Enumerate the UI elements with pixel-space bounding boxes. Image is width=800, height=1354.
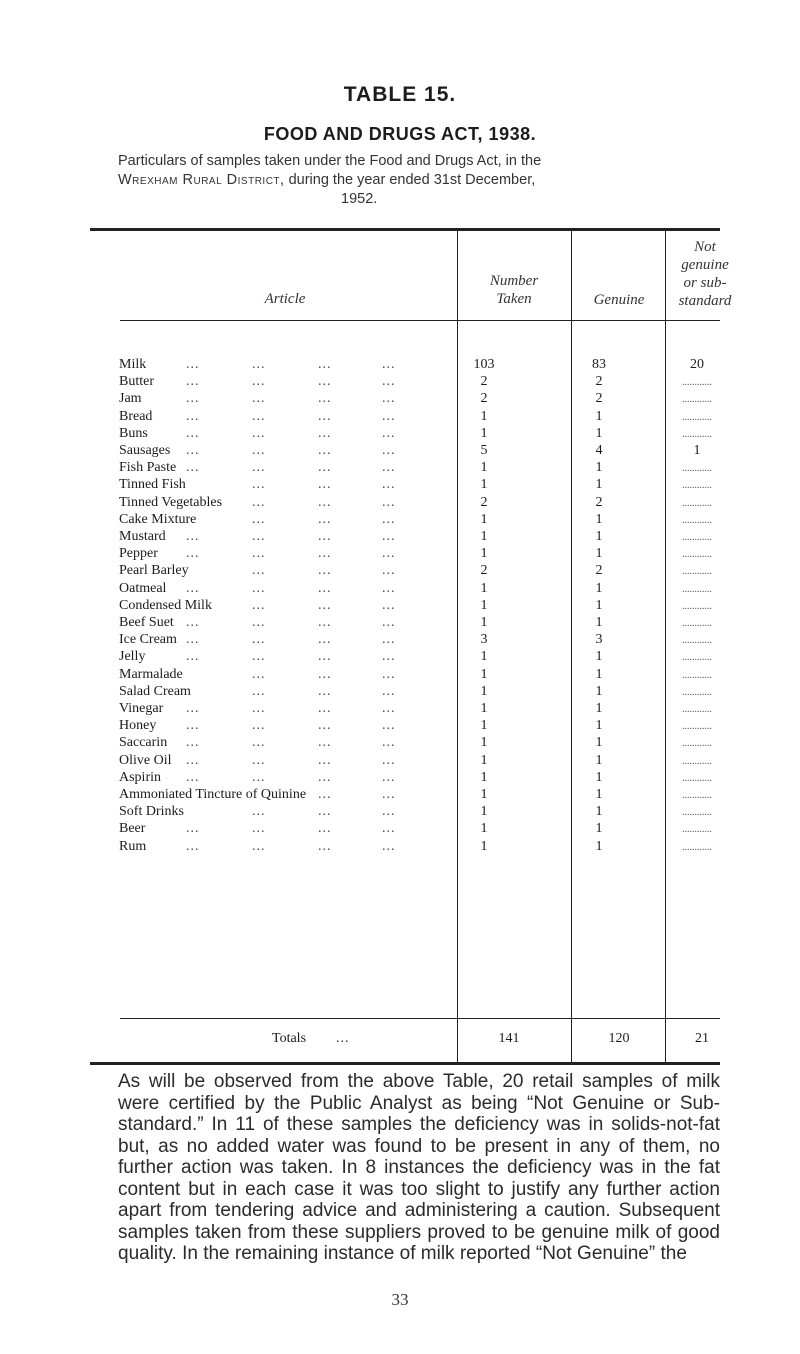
number-taken-cell: 1	[480, 425, 488, 441]
table-row: Olive Oil 1 1 ............ ... ... ... ...	[119, 752, 719, 769]
header-article: Article	[264, 291, 306, 307]
genuine-cell: 1	[595, 769, 603, 785]
not-genuine-cell: 20	[690, 357, 704, 372]
not-genuine-cell: ............	[682, 704, 712, 715]
table-caption	[118, 152, 718, 209]
not-genuine-cell: ............	[682, 652, 712, 664]
table-row: Aspirin 1 1 ............ ... ... ... ...	[119, 769, 719, 786]
number-taken-cell: 3	[480, 632, 488, 648]
table-row: Mustard 1 1 ............ ... ... ... ...	[119, 528, 719, 545]
not-genuine-cell: ............	[682, 583, 712, 595]
not-genuine-cell: ............	[682, 755, 712, 767]
article-name: Tinned Vegetables	[119, 494, 223, 510]
genuine-cell: 1	[595, 718, 603, 734]
table-row: Tinned Vegetables 2 2 ............ ... ... ...	[119, 494, 719, 511]
header-not-genuine: Not genuine or sub- standard	[678, 239, 732, 309]
genuine-cell: 1	[595, 511, 603, 527]
genuine-cell: 1	[595, 838, 603, 854]
totals-leader: ...	[336, 1031, 350, 1046]
not-genuine-cell: ............	[682, 790, 712, 801]
genuine-cell: 1	[595, 546, 603, 562]
not-genuine-cell: ............	[682, 721, 712, 733]
totals-genuine: 120	[608, 1031, 630, 1046]
number-taken-cell: 1	[480, 649, 488, 665]
number-taken-cell: 1	[480, 666, 488, 682]
header-number-taken: Number Taken	[489, 273, 539, 307]
table-row: Sausages 5 4 1 ... ... ... ...	[119, 442, 719, 459]
table-row: Buns 1 1 ............ ... ... ... ...	[119, 425, 719, 442]
number-taken-cell: 1	[480, 838, 488, 854]
not-genuine-cell: ............	[682, 514, 712, 526]
not-genuine-cell: ............	[682, 824, 712, 836]
caption-line2: during the year ended 31st December,	[284, 172, 536, 188]
genuine-cell: 1	[595, 752, 603, 768]
genuine-cell: 2	[595, 391, 603, 407]
totals-not-genuine: 21	[695, 1031, 709, 1046]
not-genuine-cell: ............	[682, 738, 712, 750]
article-name: Condensed Milk	[119, 597, 212, 613]
not-genuine-cell: ............	[682, 394, 712, 406]
article-name: Pepper	[119, 546, 158, 562]
genuine-cell: 1	[595, 649, 603, 665]
number-taken-cell: 1	[480, 787, 488, 802]
article-name: Ammoniated Tincture of Quinine	[119, 787, 307, 802]
genuine-cell: 2	[595, 374, 603, 390]
table-row: Jelly 1 1 ............ ... ... ... ...	[119, 648, 719, 665]
table-row: Beef Suet 1 1 ............ ... ... ... ...	[119, 614, 719, 631]
number-taken-cell: 1	[480, 546, 488, 562]
number-taken-cell: 1	[480, 701, 488, 716]
genuine-cell: 1	[595, 408, 603, 424]
table-top-rule	[90, 228, 720, 231]
number-taken-cell: 1	[480, 615, 488, 630]
totals-rule	[120, 1018, 720, 1019]
not-genuine-cell: ............	[682, 566, 712, 578]
act-title: FOOD AND DRUGS ACT, 1938.	[263, 124, 537, 144]
number-taken-cell: 2	[480, 494, 488, 510]
not-genuine-cell: ............	[682, 807, 712, 819]
table-row: Ammoniated Tincture of Quinine 1 1 ............ ... ...	[119, 786, 719, 803]
genuine-cell: 1	[595, 477, 603, 493]
article-name: Aspirin	[119, 769, 161, 785]
not-genuine-cell: 1	[693, 443, 701, 458]
number-taken-cell: 1	[480, 804, 488, 820]
article-name: Mustard	[119, 529, 166, 544]
table-row: Milk 103 83 20 ... ... ... ...	[119, 356, 719, 373]
genuine-cell: 1	[595, 597, 603, 613]
number-taken-cell: 1	[480, 408, 488, 424]
caption-district: Wrexham Rural District,	[118, 172, 285, 188]
not-genuine-cell: ............	[682, 411, 712, 423]
number-taken-cell: 1	[480, 460, 488, 476]
table-row: Cake Mixture 1 1 ............ ... ... ...	[119, 511, 719, 528]
genuine-cell: 1	[595, 821, 603, 837]
number-taken-cell: 1	[480, 597, 488, 613]
article-name: Buns	[119, 425, 148, 441]
not-genuine-cell: ............	[682, 686, 712, 698]
caption-line1: Particulars of samples taken under the Food and Drugs Act, in the	[118, 153, 542, 169]
table-row: Rum 1 1 ............ ... ... ... ...	[119, 838, 719, 855]
table-label: TABLE 15.	[343, 83, 457, 106]
article-name: Salad Cream	[119, 683, 191, 699]
number-taken-cell: 5	[480, 443, 488, 458]
genuine-cell: 1	[595, 615, 603, 630]
table-row: Butter 2 2 ............ ... ... ... ...	[119, 373, 719, 390]
not-genuine-cell: ............	[682, 669, 712, 681]
article-name: Jelly	[119, 649, 146, 665]
number-taken-cell: 1	[480, 769, 488, 785]
genuine-cell: 83	[592, 357, 606, 372]
not-genuine-cell: ............	[682, 480, 712, 492]
table-row: Soft Drinks 1 1 ............ ... ... ...	[119, 803, 719, 820]
genuine-cell: 1	[595, 529, 603, 544]
not-genuine-cell: ............	[682, 428, 712, 440]
table-row: Marmalade 1 1 ............ ... ... ...	[119, 666, 719, 683]
genuine-cell: 2	[595, 494, 603, 510]
page-number: 33	[391, 1290, 409, 1309]
article-name: Fish Paste	[119, 460, 177, 476]
article-name: Ice Cream	[119, 632, 177, 648]
table-row: Tinned Fish 1 1 ............ ... ... ...	[119, 476, 719, 493]
number-taken-cell: 2	[480, 563, 488, 579]
genuine-cell: 1	[595, 735, 603, 751]
genuine-cell: 1	[595, 425, 603, 441]
genuine-cell: 2	[595, 563, 603, 579]
table-row: Ice Cream 3 3 ............ ... ... ... ...	[119, 631, 719, 648]
not-genuine-cell: ............	[682, 497, 712, 509]
genuine-cell: 1	[595, 580, 603, 596]
not-genuine-cell: ............	[682, 635, 712, 647]
article-name: Saccarin	[119, 735, 168, 751]
article-name: Cake Mixture	[119, 511, 197, 527]
table-row: Honey 1 1 ............ ... ... ... ...	[119, 717, 719, 734]
header-genuine: Genuine	[593, 292, 645, 308]
not-genuine-cell: ............	[682, 772, 712, 784]
table-row: Bread 1 1 ............ ... ... ... ...	[119, 408, 719, 425]
genuine-cell: 1	[595, 787, 603, 802]
number-taken-cell: 1	[480, 580, 488, 596]
not-genuine-cell: ............	[682, 377, 712, 389]
number-taken-cell: 1	[480, 529, 488, 544]
number-taken-cell: 1	[480, 477, 488, 493]
totals-taken: 141	[498, 1031, 520, 1046]
article-name: Rum	[119, 838, 147, 854]
caption-line3: 1952.	[341, 191, 378, 207]
number-taken-cell: 1	[480, 735, 488, 751]
number-taken-cell: 1	[480, 683, 488, 699]
article-name: Tinned Fish	[119, 477, 186, 493]
article-name: Milk	[119, 357, 147, 372]
number-taken-cell: 2	[480, 374, 488, 390]
not-genuine-cell: ............	[682, 532, 712, 543]
number-taken-cell: 2	[480, 391, 488, 407]
genuine-cell: 1	[595, 460, 603, 476]
number-taken-cell: 103	[473, 357, 495, 372]
table-row: Pepper 1 1 ............ ... ... ... ...	[119, 545, 719, 562]
genuine-cell: 4	[595, 443, 603, 458]
article-name: Marmalade	[119, 666, 183, 682]
not-genuine-cell: ............	[682, 618, 712, 629]
table-row: Beer 1 1 ............ ... ... ... ...	[119, 820, 719, 837]
genuine-cell: 1	[595, 666, 603, 682]
genuine-cell: 1	[595, 683, 603, 699]
article-name: Bread	[119, 408, 153, 424]
not-genuine-cell: ............	[682, 841, 712, 853]
body-paragraph: As will be observed from the above Table, 20 retail samples of milk were certified by the Public Analyst as being “Not Genuine or Sub-standard.” In 11 of these samples the deficiency was in solids-not-fat but, as no added water was found to be present in any of them, no further action was taken. In 8 instances the deficiency was in the fat content but in each case it was too slight to justify any further action apart from tendering advice and administering a caution. Subsequent samples taken from these suppliers proved to be genuine milk of good quality. In the remaining instance of milk reported “Not Genuine” the	[118, 1071, 720, 1264]
number-taken-cell: 1	[480, 821, 488, 837]
article-name: Beer	[119, 821, 146, 837]
article-name: Olive Oil	[119, 752, 172, 768]
not-genuine-cell: ............	[682, 463, 712, 475]
header-rule	[120, 320, 720, 321]
article-name: Pearl Barley	[119, 563, 189, 579]
genuine-cell: 3	[595, 632, 603, 648]
not-genuine-cell: ............	[682, 549, 712, 561]
genuine-cell: 1	[595, 701, 603, 716]
number-taken-cell: 1	[480, 718, 488, 734]
table-row: Vinegar 1 1 ............ ... ... ... ...	[119, 700, 719, 717]
not-genuine-cell: ............	[682, 600, 712, 612]
table-row: Jam 2 2 ............ ... ... ... ...	[119, 390, 719, 407]
article-name: Beef Suet	[119, 615, 174, 630]
table-row: Fish Paste 1 1 ............ ... ... ... ...	[119, 459, 719, 476]
table-row: Salad Cream 1 1 ............ ... ... ...	[119, 683, 719, 700]
table-row: Oatmeal 1 1 ............ ... ... ... ...	[119, 580, 719, 597]
table-row: Saccarin 1 1 ............ ... ... ... ...	[119, 734, 719, 751]
article-name: Vinegar	[119, 701, 164, 716]
number-taken-cell: 1	[480, 511, 488, 527]
table-row: Condensed Milk 1 1 ............ ... ... ...	[119, 597, 719, 614]
table-row: Pearl Barley 2 2 ............ ... ... ...	[119, 562, 719, 579]
article-name: Sausages	[119, 443, 171, 458]
article-name: Oatmeal	[119, 580, 167, 596]
number-taken-cell: 1	[480, 752, 488, 768]
table-bottom-rule	[90, 1062, 720, 1065]
genuine-cell: 1	[595, 804, 603, 820]
article-name: Honey	[119, 718, 157, 734]
article-name: Jam	[119, 391, 142, 407]
article-name: Soft Drinks	[119, 804, 184, 820]
article-name: Butter	[119, 374, 154, 390]
totals-label: Totals	[272, 1031, 307, 1046]
